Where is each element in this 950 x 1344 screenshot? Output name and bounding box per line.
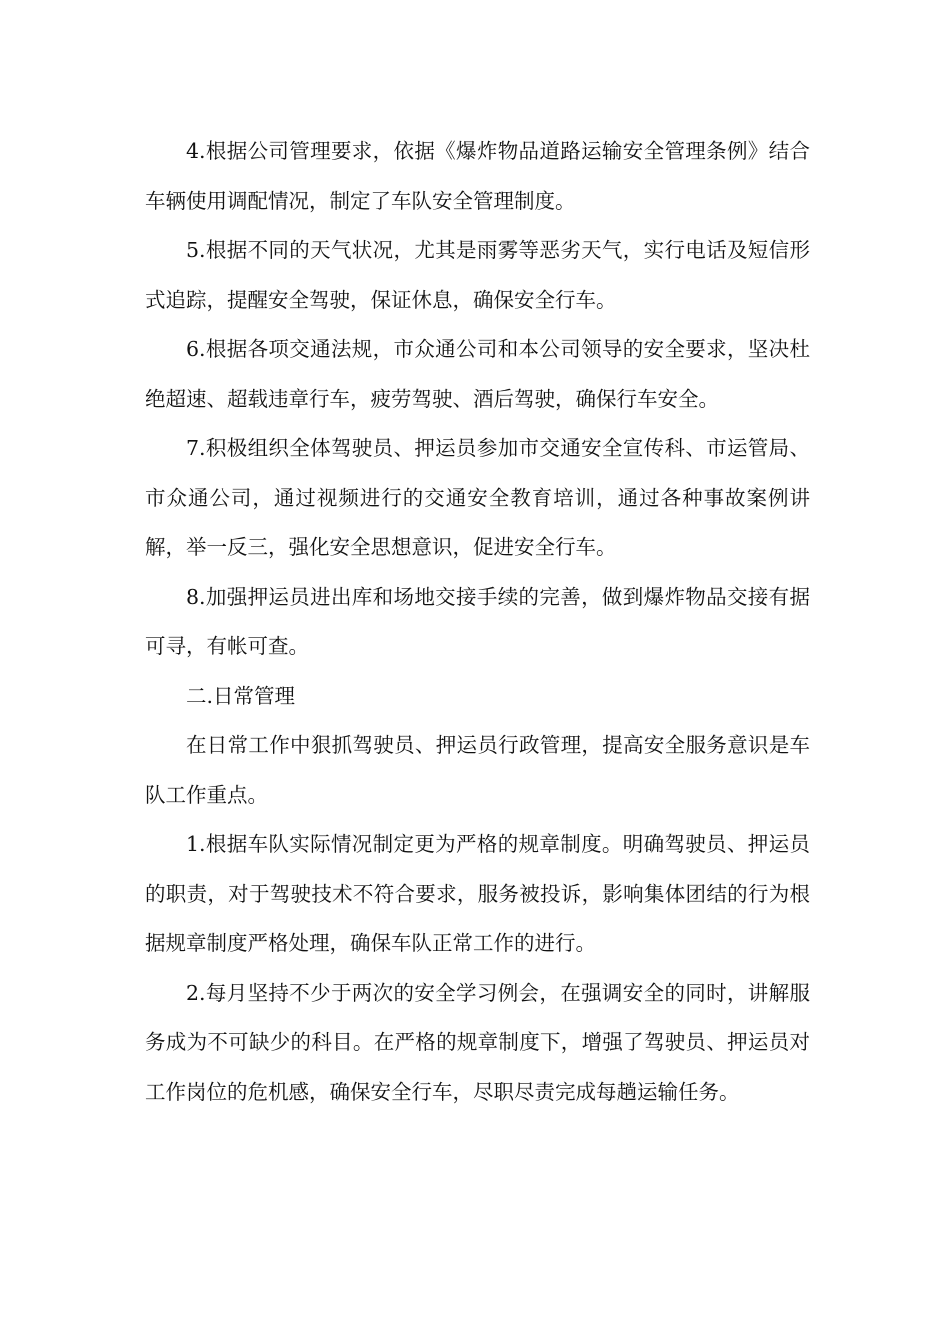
paragraph-item-2: 2.每月坚持不少于两次的安全学习例会，在强调安全的同时，讲解服务成为不可缺少的科目。在严格的规章制度下，增强了驾驶员、押运员对工作岗位的危机感，确保安全行车，尽职尽责完成每趟运输任务。 xyxy=(145,980,810,1104)
paragraph-item-8: 8.加强押运员进出库和场地交接手续的完善，做到爆炸物品交接有据可寻，有帐可查。 xyxy=(145,584,810,658)
paragraph-intro: 在日常工作中狠抓驾驶员、押运员行政管理，提高安全服务意识是车队工作重点。 xyxy=(145,733,810,807)
paragraph-item-1: 1.根据车队实际情况制定更为严格的规章制度。明确驾驶员、押运员的职责，对于驾驶技术不符合要求，服务被投诉，影响集体团结的行为根据规章制度严格处理，确保车队正常工作的进行。 xyxy=(145,832,810,955)
paragraph-item-7: 7.积极组织全体驾驶员、押运员参加市交通安全宣传科、市运管局、市众通公司，通过视频进行的交通安全教育培训，通过各种事故案例讲解，举一反三，强化安全思想意识，促进安全行车。 xyxy=(145,436,810,559)
paragraph-item-5: 5.根据不同的天气状况，尤其是雨雾等恶劣天气，实行电话及短信形式追踪，提醒安全驾驶，保证休息，确保安全行车。 xyxy=(145,238,810,312)
paragraph-item-6: 6.根据各项交通法规，市众通公司和本公司领导的安全要求，坚决杜绝超速、超载违章行车，疲劳驾驶、酒后驾驶，确保行车安全。 xyxy=(145,337,810,411)
paragraph-item-4: 4.根据公司管理要求，依据《爆炸物品道路运输安全管理条例》结合车辆使用调配情况，制定了车队安全管理制度。 xyxy=(145,139,810,213)
document-page xyxy=(145,127,810,1117)
section-heading-daily-management: 二.日常管理 xyxy=(186,683,296,708)
